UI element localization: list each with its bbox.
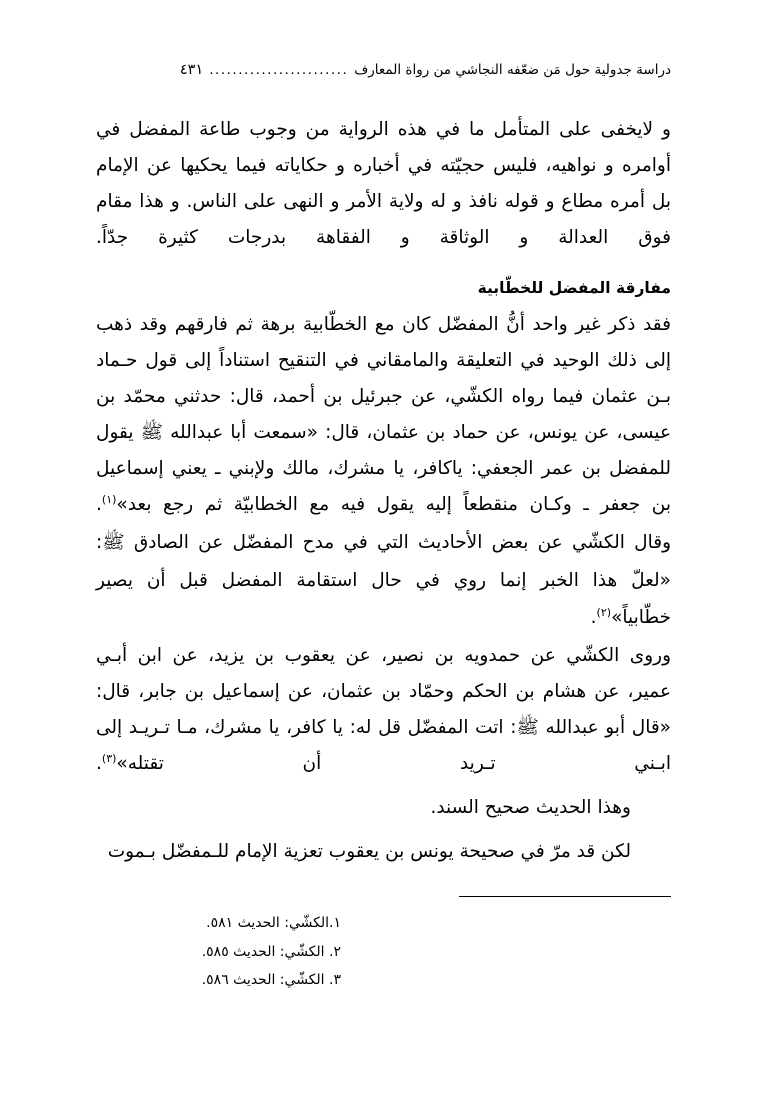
- paragraph-4: [96, 563, 671, 635]
- paragraph-5: [96, 638, 671, 782]
- paragraph-2-end: .: [96, 494, 102, 516]
- paragraph-6: وهذا الحديث صحيح السند.: [430, 796, 631, 818]
- footnote-3: ٣. الكشّي: الحديث ٥٨٦.: [201, 972, 341, 989]
- paragraph-4-end: .: [590, 606, 597, 628]
- footnote-ref-3: (٣): [101, 751, 117, 765]
- paragraph-1: و لايخفى على المتأمل ما في هذه الرواية من وجوب طاعة المفضل في أوامره و نواهيه، فليس حجيّته في أخباره و حكاياته فيما يحكيها عن الإمام بل أمره مطاع و قوله نافذ و له ولاية الأمر و النهى على الناس. و هذا مقام فوق العدالة و الوثاقة و الفقاهة بدرجات كثيرة جدّاً.: [96, 119, 671, 249]
- paragraph-2: [96, 307, 671, 523]
- paragraph-5-text: وروى الكشّي عن حمدويه بن نصير، عن يعقوب بن يزيد، عن ابن أبـي عمير، عن هشام بن الحكم وحمّاد بن عثمان، عن إسماعيل بن جابر، قال: «قال أبو عبدالله ﷺ: اتت المفضّل قل له: يا كافر، يا مشرك، مـا تـريـد إلى ابـني تـريد أن تقتله»: [96, 644, 671, 774]
- header-title: دراسة جدولية حول مَن ضعّفه النجاشي من رواة المعارف: [354, 62, 671, 78]
- footnote-ref-2: (٢): [596, 605, 612, 619]
- footnote-separator: [459, 896, 671, 897]
- paragraph-7: لكن قد مرّ في صحيحة يونس بن يعقوب تعزية الإمام للـمفضّل بـموت: [107, 840, 631, 862]
- paragraph-5-end: .: [96, 752, 102, 774]
- page-number: ٤٣١: [179, 62, 204, 78]
- section-heading: مفارقة المفضل للخطّابية: [477, 279, 671, 298]
- footnote-1: ١.الكشّي: الحديث ٥٨١.: [206, 914, 341, 931]
- footnote-ref-1: (١): [101, 493, 117, 507]
- paragraph-2-text: فقد ذكر غير واحد أنُّ المفضّل كان مع الخطّابية برهة ثم فارقهم وقد ذهب إلى ذلك الوحيد في التعليقة والمامقاني في التنقيح استناداً إلى قول حـماد بـن عثمان فيما رواه الكشّي، عن جبرئيل بن أحمد، قال: حدثني محمّد بن عيسى، عن يونس، عن حماد بن عثمان، قال: «سمعت أبا عبدالله ﷺ يقول للمفضل بن عمر الجعفي: ياكافر، يا مشرك، مالك ولإبني ـ يعني إسماعيل بن جعفر ـ وكـان منقطعاً إليه يقول فيه مع الخطابيّة ثم رجع بعد»: [96, 314, 671, 516]
- footnotes-section: [96, 896, 671, 995]
- running-header: [96, 62, 671, 78]
- paragraph-4-text: «لعلّ هذا الخبر إنما روي في حال استقامة المفضل قبل أن يصير خطّابياً»: [96, 570, 671, 628]
- header-dot-leader: ........................: [209, 62, 349, 78]
- footnote-2: ٢. الكشّي: الحديث ٥٨٥.: [201, 943, 341, 960]
- paragraph-3: وقال الكشّي عن بعض الأحاديث التي في مدح المفضّل عن الصادق ﷺ:: [96, 532, 671, 554]
